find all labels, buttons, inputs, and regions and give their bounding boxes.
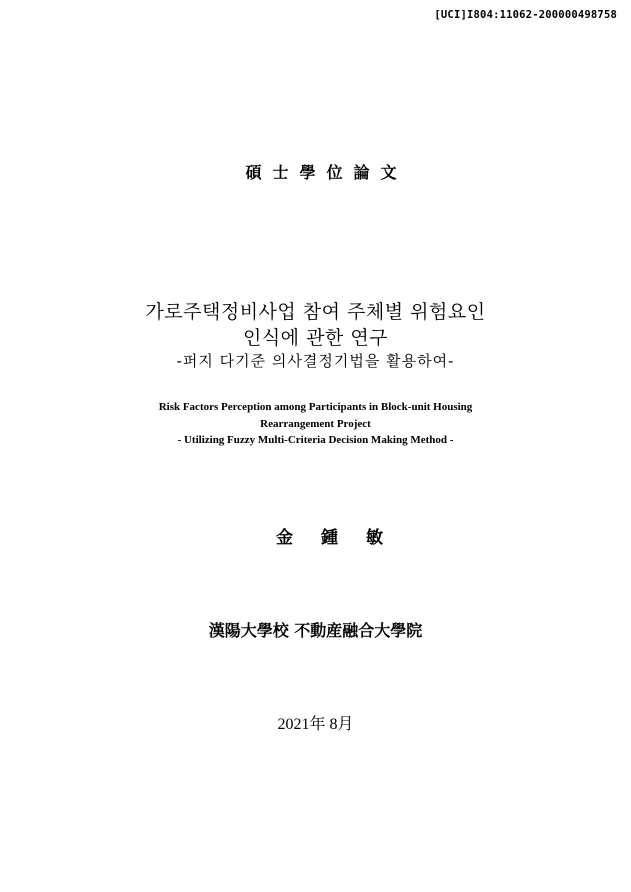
korean-title-line-1: 가로주택정비사업 참여 주체별 위험요인 — [145, 301, 486, 323]
korean-subtitle: -퍼지 다기준 의사결정기법을 활용하여- — [176, 352, 455, 370]
submission-date: 2021年 8月 — [277, 716, 354, 733]
school-name: 漢陽大學校 不動産融合大學院 — [208, 621, 423, 640]
english-subtitle: - Utilizing Fuzzy Multi-Criteria Decision Making Method - — [177, 434, 454, 446]
uci-identifier: [UCI]I804:11062-200000498758 — [434, 9, 617, 21]
english-title-line-1: Risk Factors Perception among Participants in Block-unit Housing — [158, 401, 473, 413]
degree-type: 碩士學位論文 — [245, 163, 408, 182]
korean-title-line-2: 인식에 관한 연구 — [242, 327, 389, 349]
author-name: 金鍾敏 — [276, 528, 411, 548]
english-title-line-2: Rearrangement Project — [260, 418, 371, 430]
